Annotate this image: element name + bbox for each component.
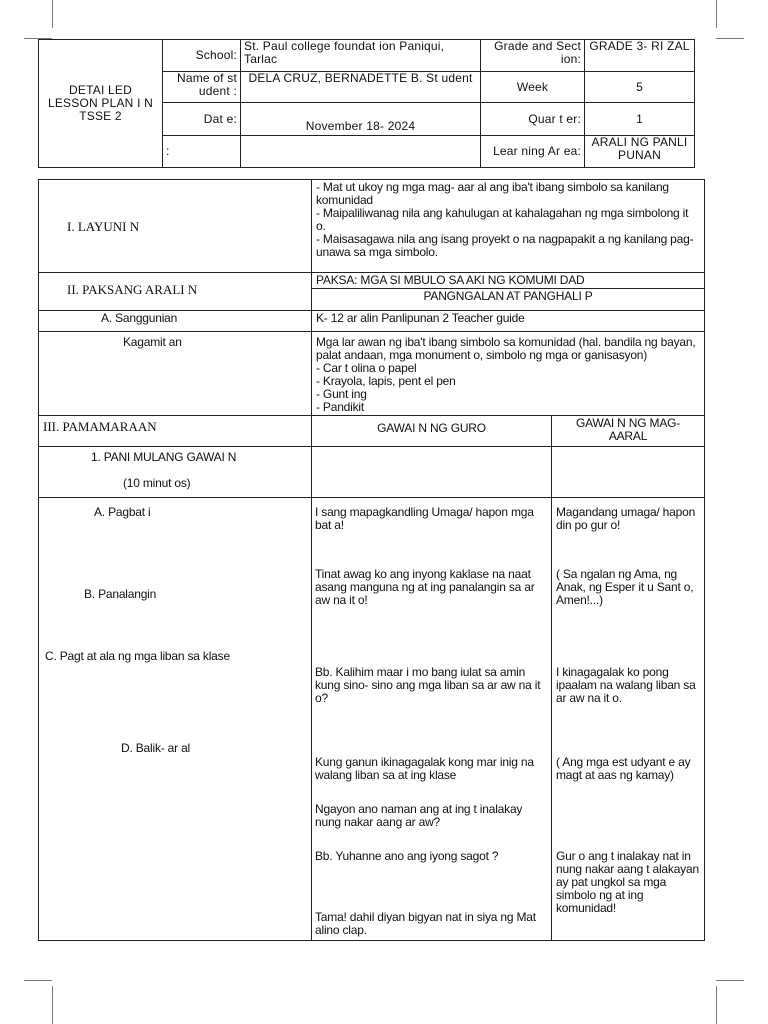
crop-mark [716, 0, 717, 28]
crop-mark [716, 986, 717, 1024]
layunin-heading: I. LAYUNI N [39, 180, 312, 273]
panimula-guro [312, 447, 552, 498]
sanggunian-label: A. Sanggunian [39, 311, 312, 332]
kagamitan-item: - Pandikit [316, 400, 365, 414]
kagamitan-item: - Krayola, lapis, pent el pen [316, 374, 456, 388]
area-label: Lear ning Ar ea: [481, 136, 585, 168]
kagamitan-list [312, 332, 705, 416]
quarter-label: Quar t er: [481, 103, 585, 136]
step-magaaral-text: Gur o ang t inalakay nat in nung nakar aang t alakayan ay pat ungkol sa mga simbolo ng at ing komunidad! [556, 849, 699, 915]
magaaral-column-heading: GAWAI N NG MAG- AARAL [552, 416, 705, 447]
step-label: A. Pagbat i [94, 505, 151, 519]
week-label: Week [481, 72, 585, 103]
objective-item: - Mat ut ukoy ng mga mag- aar al ang iba't ibang simbolo sa kanilang komunidad [316, 180, 669, 207]
kagamitan-item: Mga lar awan ng iba't ibang simbolo sa komunidad (hal. bandila ng bayan, palat andaan, mga monument o, simbolo ng mga or ganisasyon) [316, 335, 696, 362]
kagamitan-item: - Gunt ing [316, 387, 367, 401]
step-label: B. Panalangin [84, 587, 157, 601]
lesson-plan-table [38, 179, 705, 941]
step-guro-text: Kung ganun ikinagagalak kong mar inig na walang liban sa at ing klase [315, 755, 534, 782]
panimula-title: 1. PANI MULANG GAWAI N [91, 450, 237, 464]
blank-label: : [163, 136, 241, 168]
school-value: St. Paul college foundat ion Paniqui, Tarlac [241, 40, 481, 72]
step-label: D. Balik- ar al [121, 741, 191, 755]
panimula-duration: (10 minut os) [123, 476, 191, 490]
crop-mark [24, 980, 52, 981]
guro-column-heading: GAWAI N NG GURO [312, 416, 552, 447]
name-label: Name of st udent : [163, 72, 241, 103]
objective-item: - Maisasagawa nila ang isang proyekt o na nagpapakit a ng kanilang pag- unawa sa mga simbolo. [316, 232, 694, 259]
header-table [38, 39, 695, 168]
layunin-objectives [312, 180, 705, 273]
name-value: DELA CRUZ, BERNADETTE B. St udent [241, 72, 481, 103]
blank-value [241, 136, 481, 168]
pamamaraan-heading: III. PAMAMARAAN [39, 416, 312, 447]
paksa-heading: II. PAKSANG ARALI N [39, 273, 312, 311]
plan-title [39, 40, 163, 168]
step-magaaral-text: ( Sa ngalan ng Ama, ng Anak, ng Esper it u Sant o, Amen!...) [556, 567, 694, 607]
objective-item: - Maipaliliwanag nila ang kahulugan at kahalagahan ng mga simbolong it o. [316, 206, 689, 233]
step-guro-text: Bb. Yuhanne ano ang iyong sagot ? [315, 849, 499, 863]
date-label: Dat e: [163, 103, 241, 136]
area-value: ARALI NG PANLI PUNAN [585, 136, 695, 168]
sanggunian-value: K- 12 ar alin Panlipunan 2 Teacher guide [312, 311, 705, 332]
step-guro-text: Tama! dahil diyan bigyan nat in siya ng Mat alino clap. [315, 910, 536, 937]
panimula-magaaral [552, 447, 705, 498]
paksa-topic: PAKSA: MGA SI MBULO SA AKI NG KOMUMI DAD [312, 273, 705, 289]
step-magaaral-text: ( Ang mga est udyant e ay magt at aas ng kamay) [556, 755, 691, 782]
school-label: School: [163, 40, 241, 72]
step-label: C. Pagt at ala ng mga liban sa klase [45, 649, 230, 663]
date-value: November 18- 2024 [241, 103, 481, 136]
plan-title-line: TSSE 2 [79, 109, 122, 123]
crop-mark [52, 986, 53, 1024]
plan-title-line: LESSON PLAN I N [47, 96, 154, 110]
plan-title-line: DETAI LED [69, 83, 132, 97]
steps-magaaral [552, 498, 705, 941]
kagamitan-label: Kagamit an [39, 332, 312, 416]
grade-label: Grade and Sect ion: [481, 40, 585, 72]
paksa-subtopic: PANGNGALAN AT PANGHALI P [312, 289, 705, 311]
steps-guro [312, 498, 552, 941]
step-guro-text: Tinat awag ko ang inyong kaklase na naat asang manguna ng at ing panalangin sa ar aw na it o! [315, 567, 535, 607]
week-value: 5 [585, 72, 695, 103]
step-guro-text: Ngayon ano naman ang at ing t inalakay nung nakar aang ar aw? [315, 802, 523, 829]
step-magaaral-text: Magandang umaga/ hapon din po gur o! [556, 505, 696, 532]
crop-mark [716, 38, 744, 39]
quarter-value: 1 [585, 103, 695, 136]
crop-mark [52, 0, 53, 28]
kagamitan-item: - Car t olina o papel [316, 361, 417, 375]
step-guro-text: I sang mapagkandling Umaga/ hapon mga bat a! [315, 505, 534, 532]
crop-mark [716, 980, 744, 981]
grade-value: GRADE 3- RI ZAL [585, 40, 695, 72]
panimula-label [39, 447, 312, 498]
step-magaaral-text: I kinagagalak ko pong ipaalam na walang liban sa ar aw na it o. [556, 665, 696, 705]
steps-labels [39, 498, 312, 941]
step-guro-text: Bb. Kalihim maar i mo bang iulat sa amin kung sino- sino ang mga liban sa ar aw na it o? [315, 665, 541, 705]
